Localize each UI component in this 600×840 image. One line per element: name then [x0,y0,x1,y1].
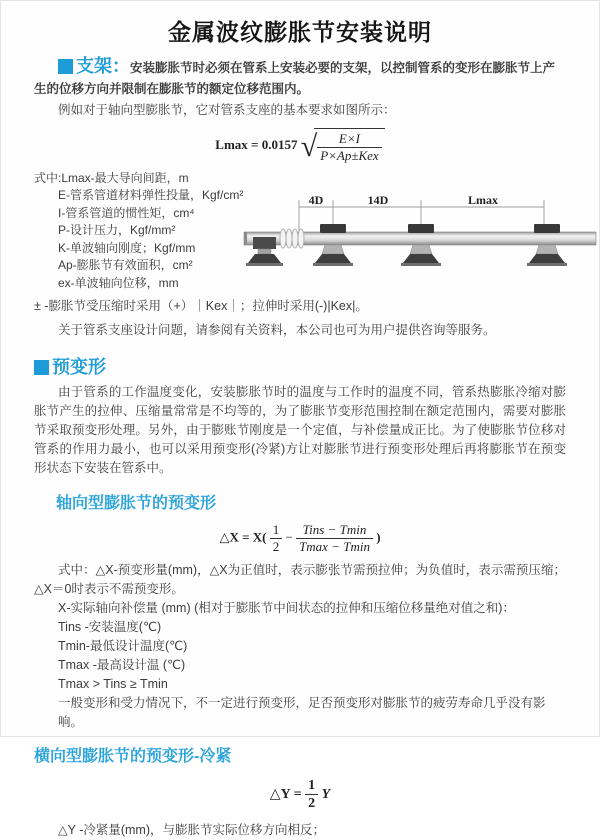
axial-variables-list [34,599,566,732]
list-item: Tmax -最高设计温 (℃) [58,657,186,672]
dim-label-4d: 4D [308,193,324,207]
list-item: X-实际轴向补偿量 (mm) (相对于膨胀节中间状态的拉伸和压缩位移量绝对值之和)： [58,600,515,615]
section-bullet-icon [58,59,73,74]
fraction-denominator: P×Ap±Kex [320,148,379,164]
list-item: Tmax > Tins ≥ Tmin [58,676,168,691]
axial-formula-lhs: △X = X( [219,529,267,545]
fraction-numerator: E×I [317,131,382,148]
support-intro-text: 安装膨胀节时必须在管系上安装必要的支架，以控制管系的变形在膨胀节上产生的位移方向并限制在膨胀节的额定位移范围内。 [34,61,556,96]
lateral-formula-lhs: △Y = [269,786,302,802]
half-fraction [270,522,283,556]
sqrt-radical [301,128,385,165]
axial-preform-formula [34,522,566,556]
definition-item: ex-单波轴向位移，mm [58,275,179,290]
axial-formula-description: 式中：△X-预变形量(mm)，△X为正值时，表示膨张节需预拉伸；为负值时，表示需预压缩；△X＝0时表示不需预变形。 [34,562,566,596]
pipe-support-diagram [244,193,596,271]
definition-item: K-单波轴向刚度；Kgf/mm [58,240,196,255]
page-content [1,56,599,840]
page-title: 金属波纹膨胀节安装说明 [168,19,432,45]
support-example-text: 例如对于轴向型膨胀节，它对管系支座的基本要求如图所示： [58,103,396,117]
preform-heading-row [34,353,566,379]
list-item: Tmin-最低设计温度(℃) [58,638,188,653]
lateral-formula-description: △Y -冷紧量(mm)，与膨胀节实际位移方向相反； [58,822,326,837]
lateral-formula-rhs: Y [321,786,331,802]
lateral-preform-subheading: 横向型膨胀节的预变形-冷紧 [34,747,232,765]
fraction-numerator: 1 [305,777,318,796]
definition-item: I-管系管道的惯性矩，cm⁴ [58,205,195,220]
list-item: Tins -安装温度(℃) [58,619,162,634]
support-section-heading: 支架： [76,56,130,76]
lmax-formula-lhs: Lmax = 0.0157 [215,137,298,153]
fraction-denominator: 2 [308,796,316,811]
fraction-denominator: Tmax − Tmin [299,539,370,555]
lmax-formula [34,128,566,165]
definition-item: E-管系管道材料弹性投量，Kgf/cm² [58,188,244,202]
dim-label-lmax: Lmax [468,193,498,207]
preform-section-heading: 预变形 [52,357,106,377]
preform-body-text: 由于管系的工作温度变化，安装膨胀节时的温度与工作时的温度不同，管系热膨胀冷缩对膨胀节产生的拉伸、压缩量常常是不均等的，为了膨胀节变形范围控制在额定范围内，需要对膨胀节采取预变形处理。另外，由于膨账节刚度是一个定值，与补偿量成正比。为了使膨胀节位移对管系的作用力最小，也可以采用预变形(冷紧)方让对膨胀节进行预变形处理后再将膨胀节在预变形状态下安装在管系中。 [34,385,566,475]
axial-formula-close-paren: ) [376,529,381,545]
support-intro-paragraph [34,56,566,100]
dim-label-14d: 14D [367,193,389,207]
minus-operator: − [285,529,293,545]
kex-sign-note: ± -膨胀节受压缩时采用（+）｜Kex｜；拉伸时采用(-)|Kex|。 [34,299,368,313]
section-bullet-icon [34,360,49,375]
radical-sign: √ [300,129,318,163]
service-note: 关于管系支座设计问题，请参阅有关资料，本公司也可为用户提供咨询等服务。 [58,323,496,337]
fraction-numerator: Tins − Tmin [296,522,373,539]
fraction-denominator: 2 [272,539,280,555]
half-fraction [305,777,318,813]
temperature-fraction [296,522,373,556]
lmax-formula-fraction [317,131,382,165]
definition-item: 式中:Lmax-最大导向间距，m [34,170,189,185]
definition-item: P-设计压力，Kgf/mm² [58,223,176,237]
axial-preform-subheading: 轴向型膨胀节的预变形 [56,495,217,512]
lateral-preform-formula [34,777,566,813]
definition-item: Ap-膨胀节有效面积，cm² [58,258,193,272]
fraction-numerator: 1 [270,522,283,539]
list-item: 一般变形和受力情况下，不一定进行预变形，足否预变形对膨胀节的疲劳寿命几乎没有影响。 [58,695,546,729]
